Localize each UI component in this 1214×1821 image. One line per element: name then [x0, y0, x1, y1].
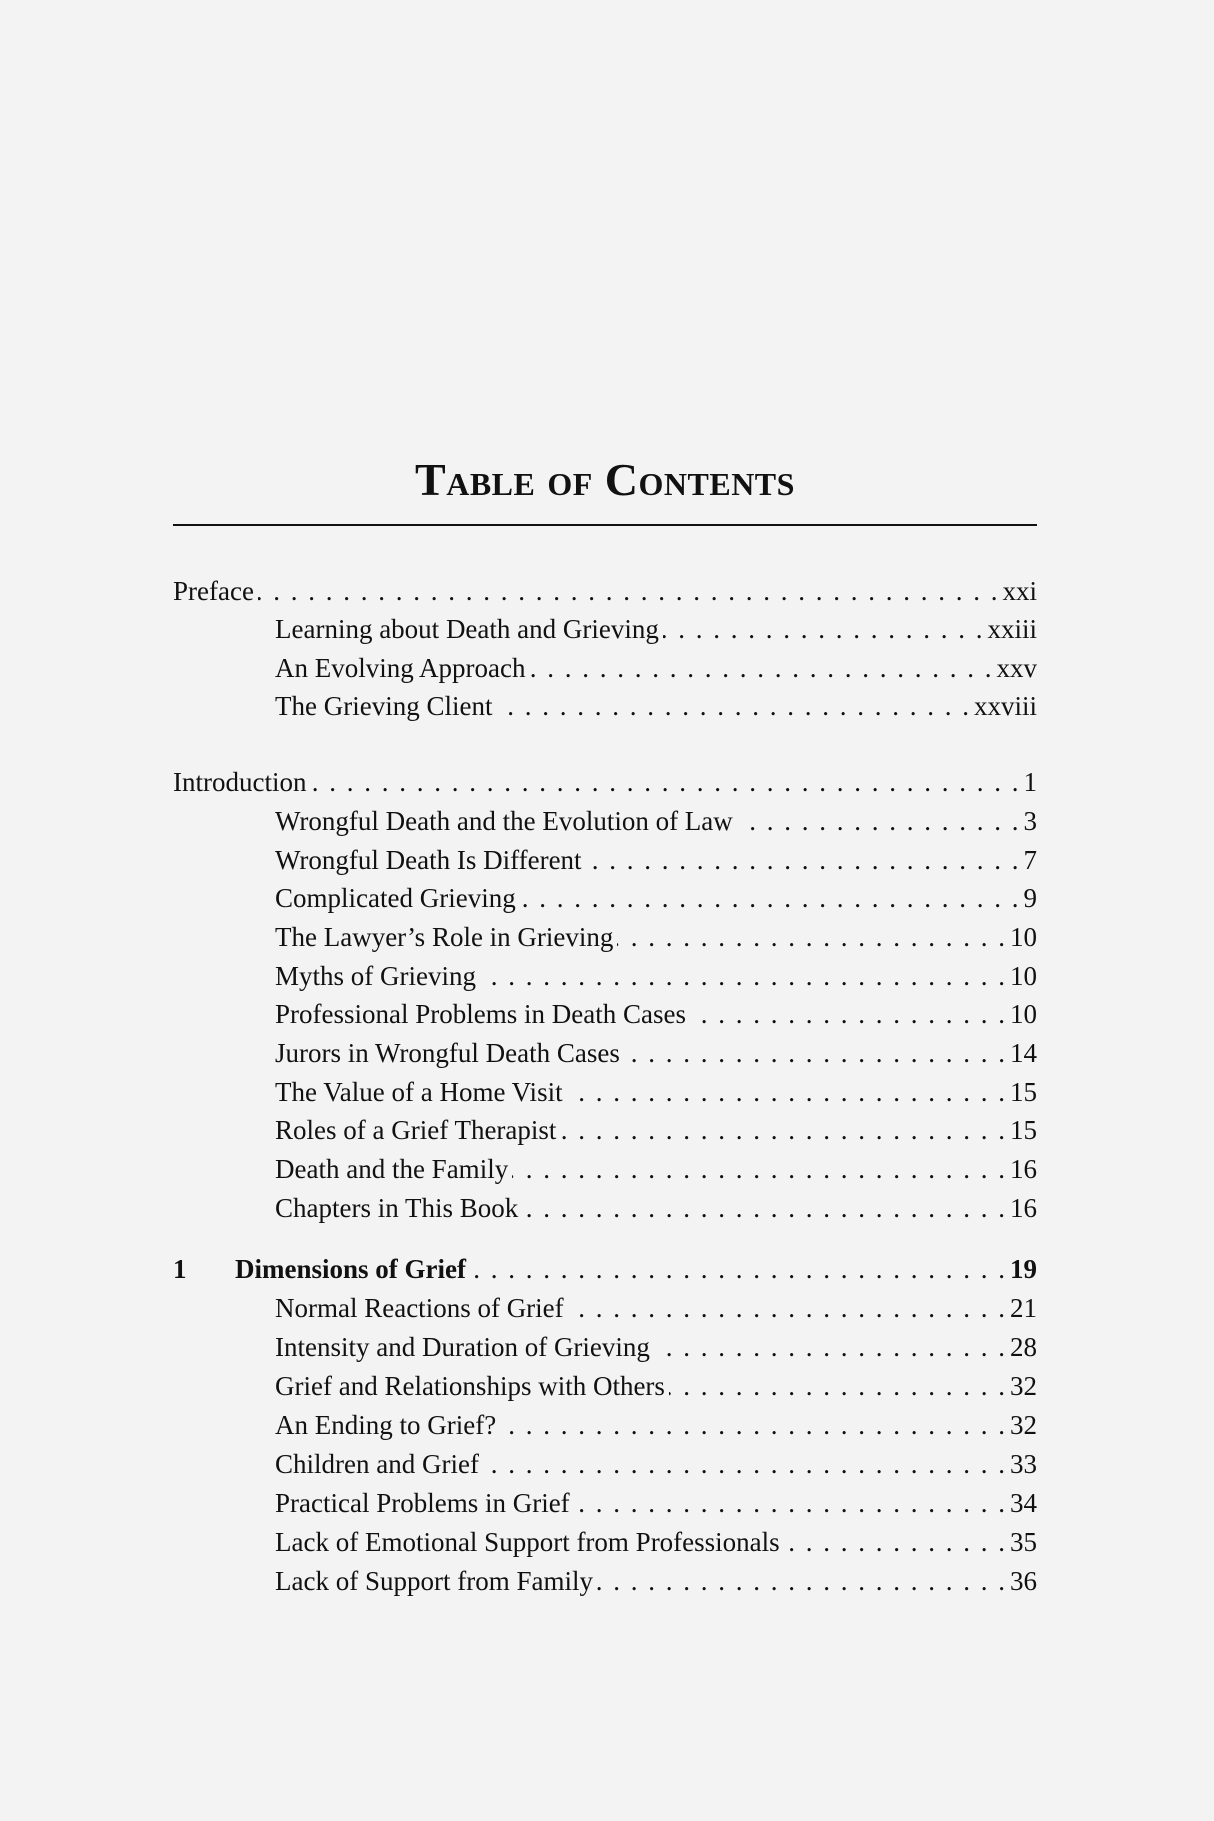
toc-section-preface[interactable] — [173, 572, 1037, 611]
toc-entry-title: Wrongful Death Is Different — [275, 845, 582, 875]
toc-entry[interactable] — [275, 995, 1037, 1034]
dot-leader — [568, 1289, 1007, 1328]
toc-entry-title: Death and the Family — [275, 1154, 509, 1184]
toc-entry[interactable] — [275, 957, 1037, 996]
toc-page-number: 10 — [1010, 961, 1037, 991]
toc-entry[interactable] — [275, 1367, 1037, 1406]
toc-entry-title: Lack of Support from Family — [275, 1566, 593, 1596]
dot-leader — [496, 687, 971, 726]
toc-entry[interactable] — [275, 879, 1037, 918]
toc-section-introduction[interactable] — [173, 763, 1037, 802]
toc-page-number: 34 — [1010, 1488, 1037, 1518]
toc-page-number: 10 — [1010, 999, 1037, 1029]
dot-leader — [784, 1523, 1007, 1562]
toc-entry[interactable] — [275, 1289, 1037, 1328]
toc-entry[interactable] — [275, 1073, 1037, 1112]
toc-page-number: 9 — [1023, 883, 1037, 913]
toc-entry[interactable] — [275, 649, 1037, 688]
toc-page-number: 15 — [1010, 1115, 1037, 1145]
toc-entry[interactable] — [275, 1189, 1037, 1228]
dot-leader — [669, 1367, 1007, 1406]
toc-entry-title: An Ending to Grief? — [275, 1410, 497, 1440]
dot-leader — [529, 649, 993, 688]
toc-page-number: xxviii — [973, 691, 1037, 721]
toc-entry[interactable] — [275, 1406, 1037, 1445]
toc-page-number: xxiii — [987, 614, 1037, 644]
dot-leader — [654, 1328, 1007, 1367]
toc-entry-title: Wrongful Death and the Evolution of Law — [275, 806, 733, 836]
toc-entry-title: Normal Reactions of Grief — [275, 1293, 564, 1323]
toc-page-number: 35 — [1010, 1527, 1037, 1557]
toc-page-number: 32 — [1010, 1371, 1037, 1401]
toc-entry-title: Complicated Grieving — [275, 883, 516, 913]
toc-page-number: 36 — [1010, 1566, 1037, 1596]
toc-page-number: 32 — [1010, 1410, 1037, 1440]
toc-entry-title: Professional Problems in Death Cases — [275, 999, 686, 1029]
toc-chapter-1[interactable] — [173, 1250, 1037, 1289]
dot-leader — [574, 1484, 1007, 1523]
dot-leader — [624, 1034, 1007, 1073]
dot-leader — [617, 918, 1007, 957]
dot-leader — [690, 995, 1007, 1034]
toc-entry[interactable] — [275, 1034, 1037, 1073]
toc-entry-title: Preface — [173, 576, 254, 606]
toc-entry-title: Chapters in This Book — [275, 1193, 519, 1223]
toc-entry[interactable] — [275, 918, 1037, 957]
toc-entry-title: Intensity and Duration of Grieving — [275, 1332, 650, 1362]
dot-leader — [480, 957, 1007, 996]
dot-leader — [500, 1406, 1007, 1445]
toc-page-number: 19 — [1010, 1254, 1037, 1284]
toc-entry[interactable] — [275, 802, 1037, 841]
toc-entry[interactable] — [275, 610, 1037, 649]
toc-page-number: 21 — [1010, 1293, 1037, 1323]
toc-entry[interactable] — [275, 1523, 1037, 1562]
table-of-contents — [173, 0, 1037, 1821]
toc-entry-title: Introduction — [173, 767, 307, 797]
toc-entry[interactable] — [275, 1445, 1037, 1484]
toc-page-number: 15 — [1010, 1077, 1037, 1107]
toc-entry-title: Myths of Grieving — [275, 961, 476, 991]
toc-page-number: 7 — [1023, 845, 1037, 875]
toc-page-number: 1 — [1023, 767, 1037, 797]
toc-page-number: 14 — [1010, 1038, 1037, 1068]
toc-entry-title: Dimensions of Grief — [235, 1254, 466, 1284]
toc-entry-title: Learning about Death and Grieving — [275, 614, 659, 644]
toc-entry-title: Grief and Relationships with Others — [275, 1371, 665, 1401]
dot-leader — [470, 1250, 1007, 1289]
dot-leader — [483, 1445, 1007, 1484]
dot-leader — [512, 1150, 1007, 1189]
toc-entry[interactable] — [275, 687, 1037, 726]
toc-entry[interactable] — [275, 1484, 1037, 1523]
page-title: Table of Contents — [415, 454, 795, 505]
dot-leader — [737, 802, 1021, 841]
toc-page-number: 16 — [1010, 1154, 1037, 1184]
toc-entry[interactable] — [275, 1150, 1037, 1189]
toc-entry[interactable] — [275, 1328, 1037, 1367]
toc-page-number: 33 — [1010, 1449, 1037, 1479]
toc-page-number: 28 — [1010, 1332, 1037, 1362]
toc-entry-title: Roles of a Grief Therapist — [275, 1115, 557, 1145]
toc-page-number: xxi — [1002, 576, 1037, 606]
toc-entry-title: The Value of a Home Visit — [275, 1077, 563, 1107]
toc-page-number: 10 — [1010, 922, 1037, 952]
toc-entry-title: Practical Problems in Grief — [275, 1488, 570, 1518]
dot-leader — [522, 1189, 1007, 1228]
toc-page-number: 16 — [1010, 1193, 1037, 1223]
dot-leader — [258, 572, 1000, 611]
toc-entry[interactable] — [275, 841, 1037, 880]
toc-entry-title: The Grieving Client — [275, 691, 493, 721]
toc-entry[interactable] — [275, 1111, 1037, 1150]
chapter-number: 1 — [173, 1254, 187, 1284]
dot-leader — [310, 763, 1020, 802]
toc-entry[interactable] — [275, 1562, 1037, 1601]
toc-entry-title: Lack of Emotional Support from Professionals — [275, 1527, 780, 1557]
toc-page-number: xxv — [996, 653, 1037, 683]
toc-page-number: 3 — [1023, 806, 1037, 836]
toc-entry-title: Children and Grief — [275, 1449, 479, 1479]
dot-leader — [586, 841, 1021, 880]
dot-leader — [567, 1073, 1007, 1112]
dot-leader — [597, 1562, 1007, 1601]
dot-leader — [560, 1111, 1007, 1150]
toc-entry-title: An Evolving Approach — [275, 653, 526, 683]
dot-leader — [663, 610, 985, 649]
toc-entry-title: Jurors in Wrongful Death Cases — [275, 1038, 620, 1068]
dot-leader — [520, 879, 1021, 918]
toc-entry-title: The Lawyer’s Role in Grieving — [275, 922, 614, 952]
